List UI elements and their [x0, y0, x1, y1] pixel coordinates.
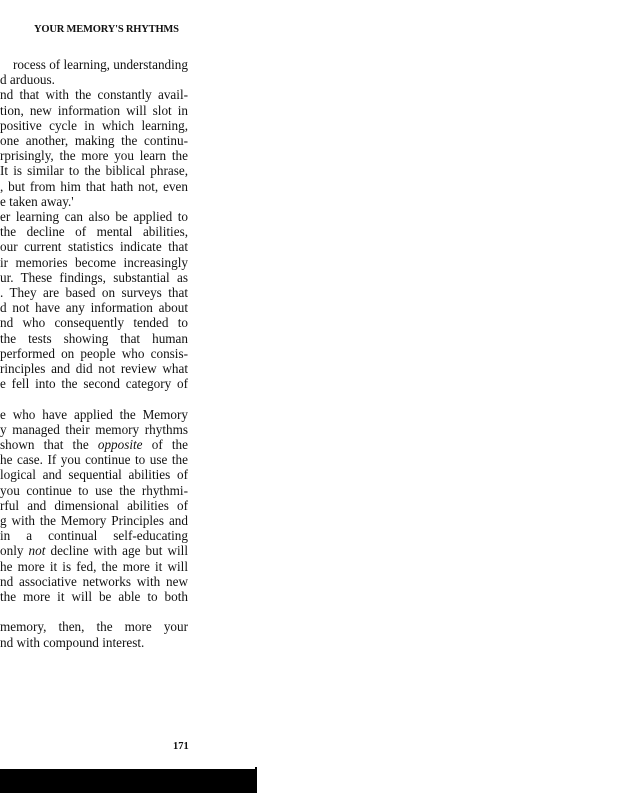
text-line: one another, making the continu- — [0, 133, 188, 148]
text-line: in a continual self-educating — [0, 528, 188, 544]
text-line: rprisingly, the more you learn the — [0, 148, 188, 164]
text-line: you continue to use the rhythmi- — [0, 482, 188, 498]
text-line: g with the Memory Principles and — [0, 513, 188, 528]
text-line: tion, new information will slot in — [0, 102, 188, 118]
text-line: the decline of mental abilities, — [0, 224, 188, 240]
text-line: ur. These findings, substantial as — [0, 269, 188, 285]
text-line: nd associative networks with new — [0, 573, 188, 589]
text-line: our current statistics indicate that — [0, 239, 188, 255]
text-line: d arduous. — [0, 72, 55, 88]
text-line: the tests showing that human — [0, 330, 188, 346]
text-line: performed on people who consis- — [0, 345, 188, 361]
text-line: It is similar to the biblical phrase, — [0, 163, 188, 179]
text-line: rinciples and did not review what — [0, 361, 188, 376]
text-line: e who have applied the Memory — [0, 406, 188, 422]
text-line: e fell into the second category of — [0, 376, 188, 392]
text-line: ir memories become increasingly — [0, 254, 188, 270]
text-line: shown that the opposite of the — [0, 437, 188, 452]
page-number: 171 — [173, 741, 189, 752]
text-line: nd with compound interest. — [0, 634, 145, 650]
text-line: memory, then, the more your — [0, 619, 188, 635]
text-line: er learning can also be applied to — [0, 209, 188, 224]
text-line: logical and sequential abilities of — [0, 467, 188, 483]
text-line: y managed their memory rhythms — [0, 421, 188, 437]
text-line: nd that with the constantly avail- — [0, 87, 188, 103]
text-line: nd who consequently tended to — [0, 315, 188, 331]
text-line: he case. If you continue to use the — [0, 452, 188, 468]
text-line: d not have any information about — [0, 300, 188, 316]
text-line: rful and dimensional abilities of — [0, 497, 188, 513]
text-line: he more it is fed, the more it will — [0, 558, 188, 574]
text-line: e taken away.' — [0, 193, 74, 209]
text-line: , but from him that hath not, even — [0, 178, 188, 194]
text-line: the more it will be able to both — [0, 589, 188, 604]
text-line: only not decline with age but will — [0, 543, 188, 559]
text-line: positive cycle in which learning, — [0, 117, 188, 133]
scan-edge-bar — [0, 769, 257, 793]
text-line: rocess of learning, understanding — [12, 57, 188, 72]
running-header: YOUR MEMORY'S RHYTHMS — [34, 24, 179, 35]
text-line: . They are based on surveys that — [0, 285, 188, 300]
